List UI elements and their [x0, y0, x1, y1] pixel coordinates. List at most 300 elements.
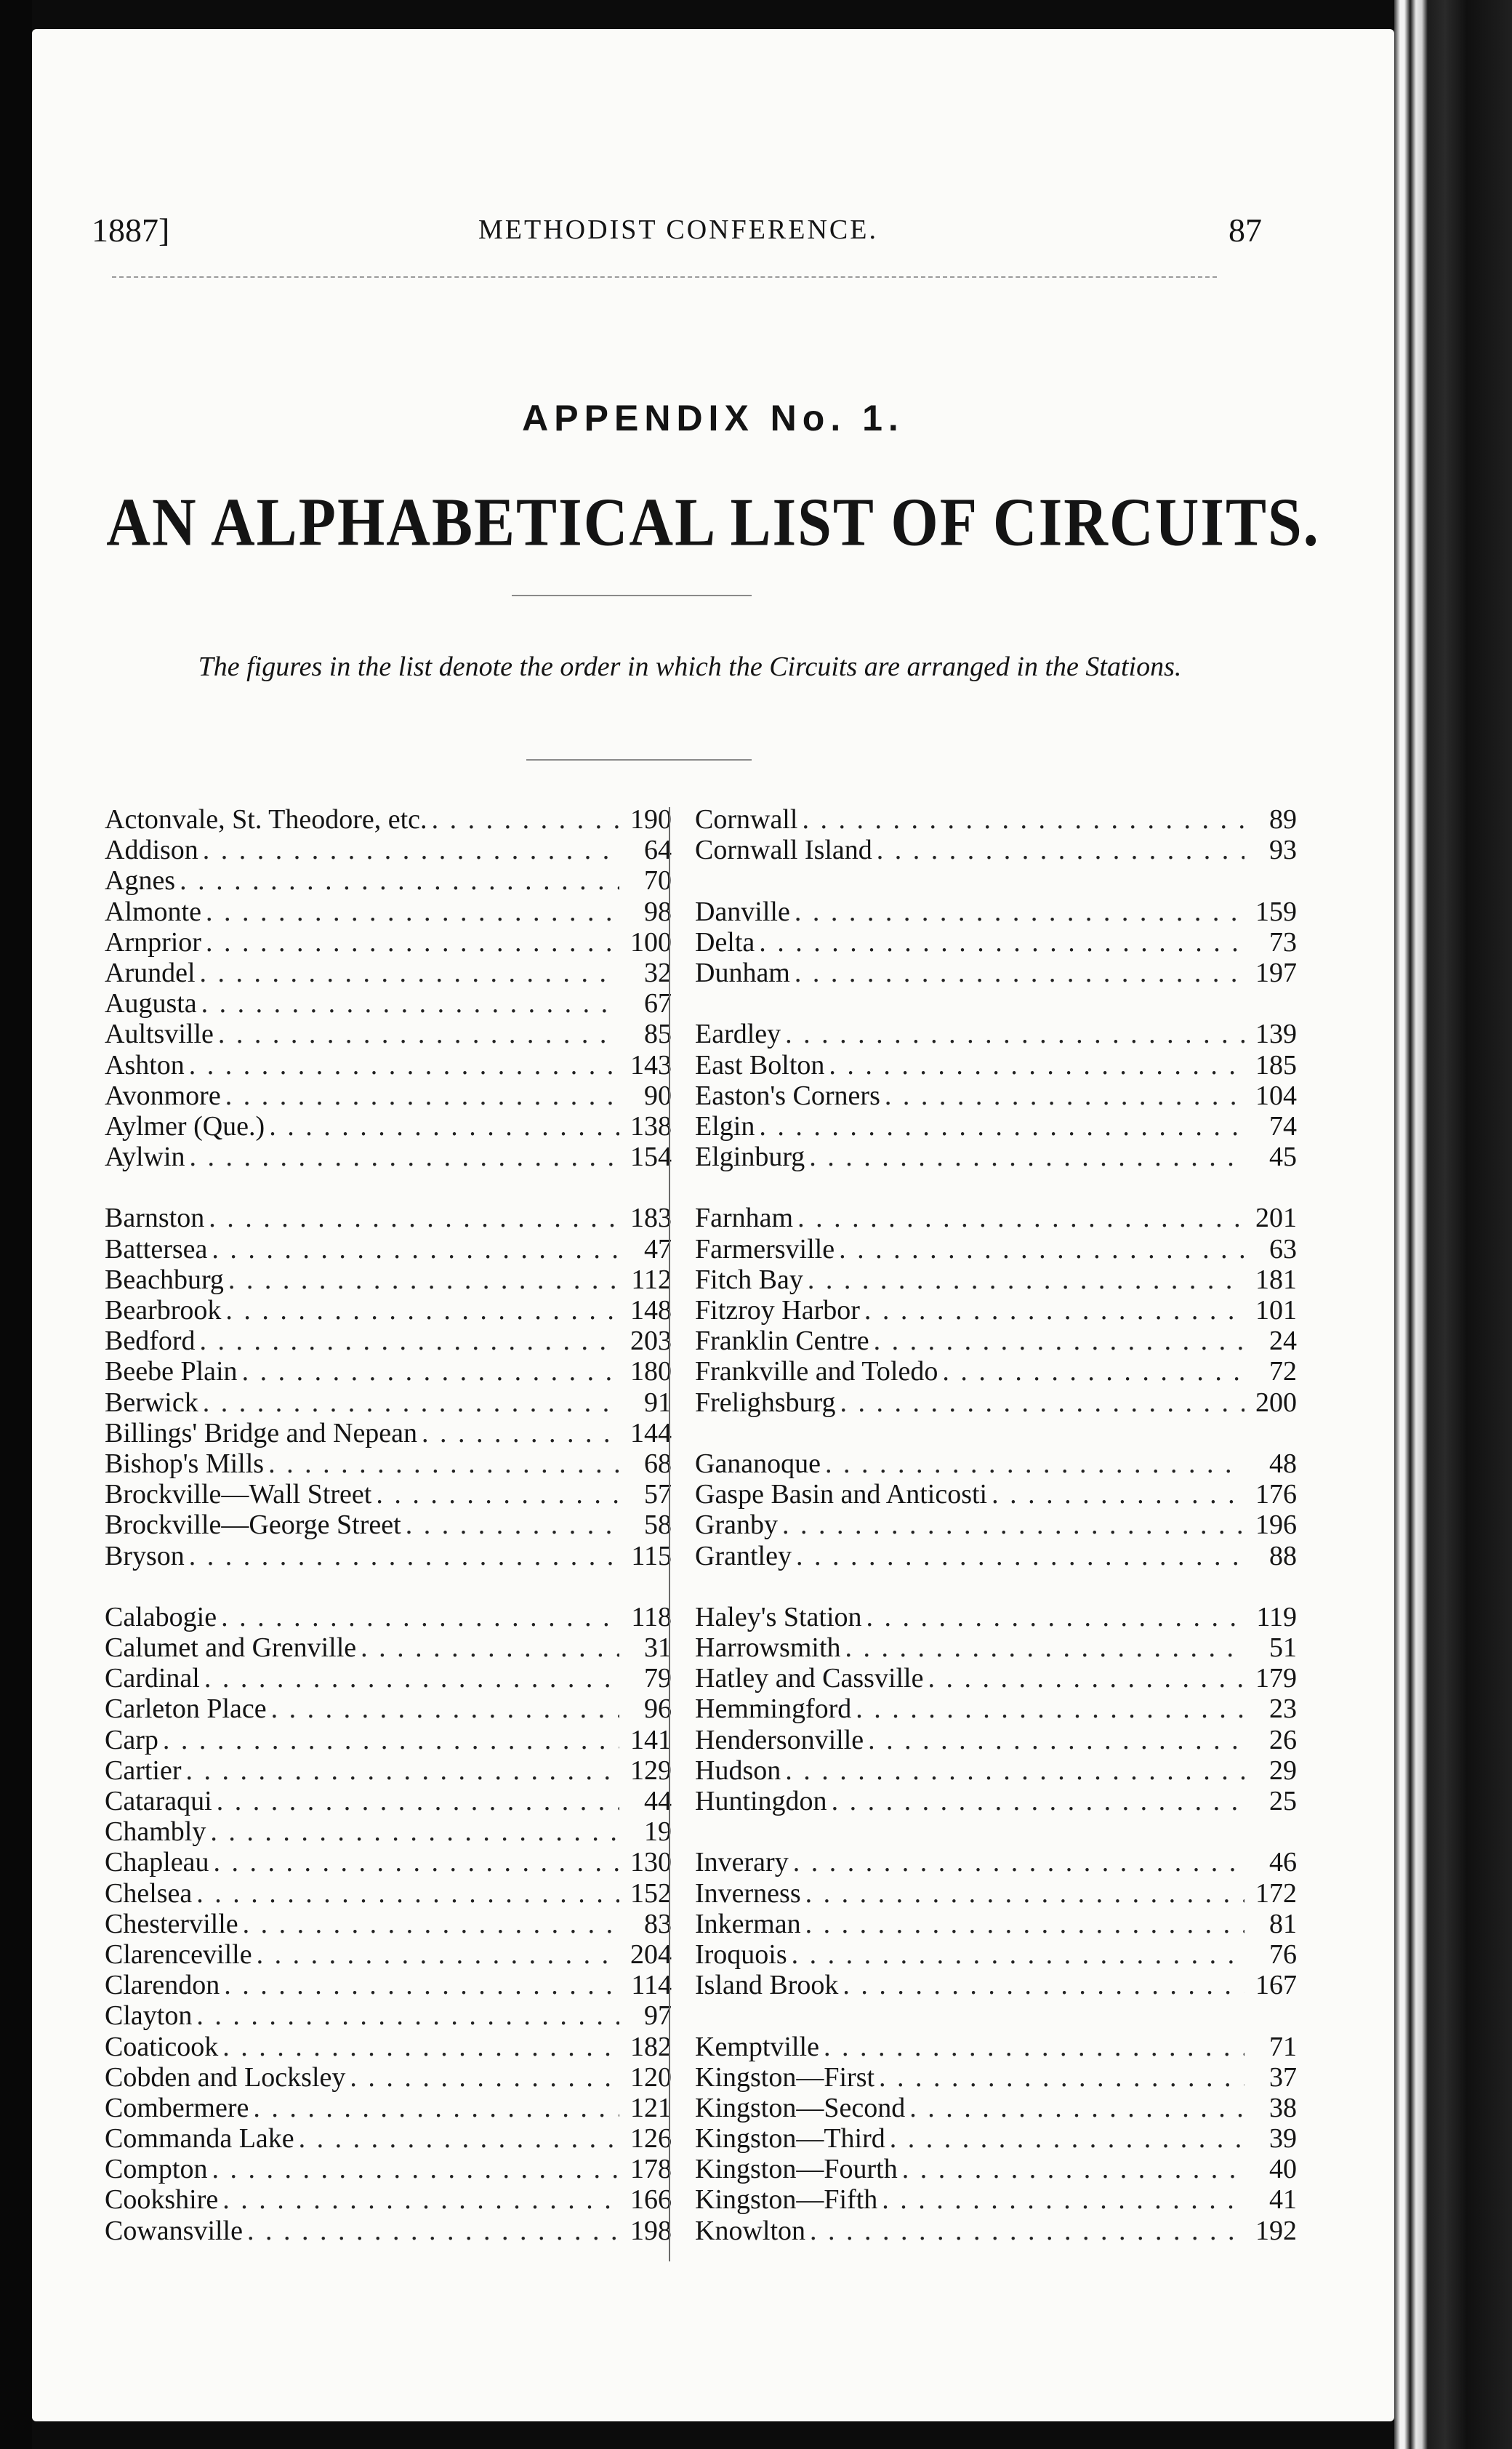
circuit-order-number: 51	[1269, 1632, 1297, 1664]
circuit-order-number: 63	[1269, 1233, 1297, 1264]
circuit-name: Kingston—Fifth	[695, 2184, 878, 2216]
circuit-name: Elgin	[695, 1110, 755, 1142]
circuit-order-number: 197	[1255, 957, 1297, 988]
dot-leader	[299, 2123, 619, 2154]
circuit-name: Barnston	[105, 1203, 205, 1234]
circuit-name: Calabogie	[105, 1601, 217, 1632]
circuit-name: Cornwall Island	[695, 835, 872, 866]
circuit-order-number: 89	[1269, 804, 1297, 835]
circuit-entry	[105, 865, 672, 896]
dot-leader	[247, 2216, 619, 2246]
circuit-list-left	[105, 804, 672, 2246]
circuit-entry	[695, 1234, 1297, 1264]
dot-leader	[217, 1786, 619, 1816]
circuit-name: Berwick	[105, 1387, 198, 1418]
dot-leader	[808, 1264, 1244, 1295]
dot-leader	[422, 1418, 619, 1448]
dot-leader	[879, 2062, 1244, 2093]
circuit-entry	[105, 1418, 672, 1448]
circuit-order-number: 91	[644, 1387, 672, 1418]
circuit-name: Haley's Station	[695, 1601, 862, 1632]
circuit-name: Elginburg	[695, 1142, 805, 1173]
dot-leader	[785, 1019, 1244, 1049]
header-year: 1887]	[92, 212, 170, 249]
circuit-order-number: 37	[1269, 2061, 1297, 2093]
circuit-entry	[105, 1111, 672, 1142]
circuit-order-number: 181	[1255, 1264, 1297, 1295]
circuit-name: Clayton	[105, 2000, 193, 2032]
circuit-name: Bryson	[105, 1540, 185, 1571]
circuit-order-number: 148	[630, 1295, 672, 1326]
section-gap	[695, 1571, 1297, 1602]
circuit-entry	[695, 804, 1297, 835]
circuit-entry	[105, 1142, 672, 1172]
dot-leader	[376, 1479, 619, 1510]
circuit-order-number: 98	[644, 896, 672, 927]
dot-leader	[805, 1878, 1244, 1909]
dot-leader	[201, 988, 619, 1019]
circuit-entry	[695, 2032, 1297, 2062]
circuit-entry	[105, 1448, 672, 1479]
circuit-entry	[105, 958, 672, 988]
dot-leader	[210, 1816, 619, 1847]
dot-leader	[864, 1295, 1244, 1326]
circuit-order-number: 104	[1255, 1080, 1297, 1111]
circuit-order-number: 121	[630, 2092, 672, 2123]
dot-leader	[180, 865, 619, 896]
circuit-entry	[105, 1602, 672, 1632]
dot-leader	[269, 1111, 619, 1142]
circuit-order-number: 38	[1269, 2092, 1297, 2123]
circuit-order-number: 40	[1269, 2154, 1297, 2185]
circuit-entry	[105, 1755, 672, 1786]
circuit-order-number: 204	[630, 1939, 672, 1970]
circuit-entry	[105, 1847, 672, 1877]
circuit-entry	[105, 1479, 672, 1510]
dot-leader	[200, 1326, 619, 1356]
dot-leader	[825, 1448, 1244, 1479]
circuit-order-number: 167	[1255, 1970, 1297, 2001]
circuit-order-number: 48	[1269, 1448, 1297, 1479]
dot-leader	[824, 2032, 1244, 2062]
circuit-name: Grantley	[695, 1540, 792, 1571]
dot-leader	[196, 1878, 619, 1909]
dot-leader	[928, 1663, 1244, 1694]
dot-leader	[759, 927, 1244, 958]
circuit-name: Coaticook	[105, 2031, 219, 2062]
dot-leader	[792, 1939, 1244, 1970]
circuit-entry	[105, 1326, 672, 1356]
circuit-entry	[105, 988, 672, 1019]
circuit-name: Cardinal	[105, 1663, 200, 1694]
section-gap	[695, 988, 1297, 1019]
circuit-name: Hendersonville	[695, 1724, 864, 1755]
circuit-name: Bearbrook	[105, 1295, 222, 1326]
circuit-name: Cornwall	[695, 804, 798, 835]
dot-leader	[222, 2032, 619, 2062]
circuit-order-number: 41	[1269, 2184, 1297, 2216]
circuit-entry	[695, 2123, 1297, 2154]
circuit-entry	[695, 1786, 1297, 1816]
circuit-order-number: 190	[630, 804, 672, 835]
circuit-list-right	[695, 804, 1297, 2246]
circuit-name: Hemmingford	[695, 1694, 852, 1725]
circuit-entry	[105, 1387, 672, 1418]
circuit-name: Carp	[105, 1724, 158, 1755]
running-head	[92, 180, 1262, 249]
circuit-order-number: 83	[644, 1908, 672, 1939]
circuit-order-number: 101	[1255, 1295, 1297, 1326]
circuit-order-number: 198	[630, 2215, 672, 2246]
circuit-entry	[695, 1264, 1297, 1295]
circuit-entry	[695, 1479, 1297, 1510]
circuit-name: Kingston—Fourth	[695, 2154, 898, 2185]
dot-leader	[839, 1234, 1244, 1264]
circuit-order-number: 139	[1255, 1019, 1297, 1050]
circuit-entry	[695, 1142, 1297, 1172]
circuit-order-number: 31	[644, 1632, 672, 1664]
header-rule	[112, 276, 1217, 278]
circuit-entry	[695, 2154, 1297, 2184]
dot-leader	[204, 1663, 619, 1694]
dot-leader	[802, 804, 1244, 835]
circuit-name: Cataraqui	[105, 1786, 212, 1816]
circuit-entry	[695, 1019, 1297, 1049]
circuit-name: Kingston—Third	[695, 2123, 885, 2155]
dot-leader	[361, 1632, 619, 1663]
circuit-entry	[695, 1387, 1297, 1418]
circuit-order-number: 93	[1269, 835, 1297, 866]
circuit-entry	[695, 1939, 1297, 1970]
circuit-entry	[105, 1510, 672, 1540]
circuit-entry	[695, 1847, 1297, 1877]
circuit-entry	[695, 927, 1297, 958]
circuit-entry	[695, 1510, 1297, 1540]
circuit-order-number: 72	[1269, 1356, 1297, 1387]
circuit-entry	[105, 1295, 672, 1326]
dot-leader	[885, 1081, 1244, 1111]
dot-leader	[874, 1326, 1244, 1356]
circuit-name: East Bolton	[695, 1049, 825, 1081]
circuit-order-number: 201	[1255, 1203, 1297, 1234]
circuit-entry	[105, 1050, 672, 1081]
circuit-order-number: 47	[644, 1233, 672, 1264]
circuit-entry	[105, 2123, 672, 2154]
circuit-entry	[105, 1816, 672, 1847]
circuit-name: Clarendon	[105, 1970, 220, 2001]
dot-leader	[793, 1847, 1244, 1877]
circuit-name: Inkerman	[695, 1908, 801, 1939]
circuit-order-number: 44	[644, 1786, 672, 1816]
circuit-order-number: 74	[1269, 1110, 1297, 1142]
circuit-name: Harrowsmith	[695, 1632, 841, 1664]
dot-leader	[877, 835, 1244, 865]
circuit-order-number: 143	[630, 1049, 672, 1081]
circuit-order-number: 138	[630, 1110, 672, 1142]
dot-leader	[268, 1448, 619, 1479]
dot-leader	[406, 1510, 619, 1540]
circuit-order-number: 96	[644, 1694, 672, 1725]
page-number: 87	[1228, 212, 1262, 249]
circuit-entry	[695, 2062, 1297, 2093]
circuit-name: Cobden and Locksley	[105, 2061, 346, 2093]
circuit-entry	[105, 2062, 672, 2093]
circuit-order-number: 196	[1255, 1510, 1297, 1541]
dot-leader	[228, 1264, 619, 1295]
circuit-order-number: 115	[631, 1540, 672, 1571]
dot-leader	[350, 2062, 619, 2093]
dot-leader	[225, 1081, 619, 1111]
circuit-entry	[695, 1081, 1297, 1111]
circuit-order-number: 71	[1269, 2031, 1297, 2062]
circuit-order-number: 178	[630, 2154, 672, 2185]
circuit-order-number: 180	[630, 1356, 672, 1387]
circuit-entry	[695, 1203, 1297, 1233]
circuit-entry	[105, 835, 672, 865]
scan-right-edge	[1394, 0, 1512, 2449]
circuit-name: Carleton Place	[105, 1694, 267, 1725]
circuit-order-number: 23	[1269, 1694, 1297, 1725]
circuit-order-number: 45	[1269, 1142, 1297, 1173]
dot-leader	[218, 1019, 619, 1049]
circuit-order-number: 159	[1255, 896, 1297, 927]
dot-leader	[785, 1755, 1244, 1786]
circuit-order-number: 76	[1269, 1939, 1297, 1970]
dot-leader	[829, 1050, 1244, 1081]
dot-leader	[221, 1602, 619, 1632]
dot-leader	[224, 1970, 619, 2000]
circuit-name: Kemptville	[695, 2031, 819, 2062]
circuit-order-number: 73	[1269, 926, 1297, 958]
circuit-name: Compton	[105, 2154, 208, 2185]
dot-leader	[212, 1234, 619, 1264]
circuit-order-number: 192	[1255, 2215, 1297, 2246]
appendix-label: APPENDIX No. 1.	[522, 398, 904, 438]
dot-leader	[186, 1755, 619, 1786]
circuit-order-number: 130	[630, 1847, 672, 1878]
circuit-name: Iroquois	[695, 1939, 787, 1970]
circuit-order-number: 141	[630, 1724, 672, 1755]
dot-leader	[840, 1387, 1244, 1418]
circuit-entry	[695, 1694, 1297, 1724]
dot-leader	[866, 1602, 1244, 1632]
section-gap	[695, 865, 1297, 896]
circuit-order-number: 114	[631, 1970, 672, 2001]
circuit-order-number: 85	[644, 1019, 672, 1050]
circuit-order-number: 90	[644, 1080, 672, 1111]
dot-leader	[225, 1295, 619, 1326]
section-gap	[695, 1172, 1297, 1203]
circuit-order-number: 179	[1255, 1663, 1297, 1694]
dot-leader	[214, 1847, 619, 1877]
circuit-entry	[105, 1234, 672, 1264]
dot-leader	[203, 835, 619, 865]
circuit-order-number: 200	[1255, 1387, 1297, 1418]
circuit-entry	[695, 1663, 1297, 1694]
circuit-entry	[105, 1203, 672, 1233]
circuit-name: Brockville—George Street	[105, 1510, 401, 1541]
circuit-order-number: 58	[644, 1510, 672, 1541]
dot-leader	[942, 1356, 1244, 1387]
circuit-name: Chambly	[105, 1816, 206, 1848]
circuit-name: Bedford	[105, 1326, 196, 1357]
circuit-name: Aylwin	[105, 1142, 185, 1173]
circuit-name: Dunham	[695, 957, 790, 988]
circuit-order-number: 119	[1256, 1601, 1297, 1632]
dot-leader	[200, 958, 619, 988]
dot-leader	[845, 1632, 1244, 1663]
circuit-order-number: 144	[630, 1417, 672, 1448]
circuit-entry	[695, 1878, 1297, 1909]
circuit-name: Granby	[695, 1510, 778, 1541]
dot-leader	[206, 897, 619, 927]
circuit-entry	[695, 1725, 1297, 1755]
circuit-entry	[105, 1725, 672, 1755]
circuit-entry	[695, 958, 1297, 988]
column-divider	[669, 807, 670, 2261]
circuit-name: Danville	[695, 896, 790, 927]
dot-leader	[196, 2000, 619, 2031]
dot-leader	[209, 1203, 619, 1233]
dot-leader	[797, 1203, 1244, 1233]
circuit-order-number: 32	[644, 957, 672, 988]
circuit-order-number: 129	[630, 1755, 672, 1786]
circuit-entry	[105, 2154, 672, 2184]
circuit-order-number: 68	[644, 1448, 672, 1479]
circuit-entry	[695, 2184, 1297, 2215]
circuit-name: Ashton	[105, 1049, 185, 1081]
dot-leader	[203, 1387, 619, 1418]
circuit-entry	[105, 2000, 672, 2031]
circuit-name: Calumet and Grenville	[105, 1632, 357, 1664]
circuit-name: Augusta	[105, 988, 197, 1019]
circuit-order-number: 26	[1269, 1724, 1297, 1755]
circuit-name: Hatley and Cassville	[695, 1663, 924, 1694]
dot-leader	[796, 1541, 1244, 1571]
circuit-entry	[105, 1663, 672, 1694]
circuit-entry	[105, 1786, 672, 1816]
circuit-order-number: 79	[644, 1663, 672, 1694]
circuit-order-number: 39	[1269, 2123, 1297, 2155]
circuit-entry	[695, 2093, 1297, 2123]
circuit-name: Huntingdon	[695, 1786, 827, 1816]
circuit-order-number: 88	[1269, 1540, 1297, 1571]
circuit-entry	[695, 1295, 1297, 1326]
circuit-name: Chelsea	[105, 1877, 193, 1909]
circuit-name: Inverary	[695, 1847, 789, 1878]
dot-leader	[992, 1479, 1244, 1510]
circuit-name: Agnes	[105, 865, 176, 897]
circuit-order-number: 100	[630, 926, 672, 958]
section-gap	[105, 1172, 672, 1203]
dot-leader	[432, 804, 619, 835]
title-rule	[512, 595, 752, 596]
circuit-name: Beachburg	[105, 1264, 224, 1295]
circuit-entry	[695, 1632, 1297, 1663]
circuit-name: Chapleau	[105, 1847, 209, 1878]
circuit-name: Farnham	[695, 1203, 794, 1234]
circuit-name: Clarenceville	[105, 1939, 252, 1970]
circuit-entry	[695, 1356, 1297, 1387]
circuit-name: Eardley	[695, 1019, 781, 1050]
circuit-name: Kingston—First	[695, 2061, 875, 2093]
circuit-name: Frelighsburg	[695, 1387, 836, 1418]
section-gap	[695, 2000, 1297, 2031]
circuit-order-number: 172	[1255, 1877, 1297, 1909]
circuit-order-number: 126	[630, 2123, 672, 2155]
circuit-name: Aylmer (Que.)	[105, 1110, 265, 1142]
dot-leader	[189, 1050, 619, 1081]
circuit-entry	[105, 897, 672, 927]
circuit-name: Billings' Bridge and Nepean	[105, 1417, 418, 1448]
circuit-order-number: 46	[1269, 1847, 1297, 1878]
circuit-entry	[105, 1939, 672, 1970]
circuit-entry	[695, 1326, 1297, 1356]
circuit-name: Avonmore	[105, 1080, 221, 1111]
circuit-name: Beebe Plain	[105, 1356, 238, 1387]
circuit-order-number: 120	[630, 2061, 672, 2093]
circuit-entry	[105, 2032, 672, 2062]
circuit-name: Addison	[105, 835, 198, 866]
circuit-order-number: 154	[630, 1142, 672, 1173]
circuit-entry	[695, 1755, 1297, 1786]
circuit-entry	[105, 1541, 672, 1571]
dot-leader	[212, 2154, 619, 2184]
dot-leader	[271, 1694, 619, 1724]
circuit-entry	[105, 1694, 672, 1724]
dot-leader	[909, 2093, 1244, 2123]
circuit-name: Fitzroy Harbor	[695, 1295, 860, 1326]
circuit-name: Commanda Lake	[105, 2123, 294, 2155]
dot-leader	[206, 927, 619, 958]
dot-leader	[832, 1786, 1244, 1816]
section-gap	[105, 1571, 672, 1602]
circuit-name: Cookshire	[105, 2184, 219, 2216]
circuit-name: Frankville and Toledo	[695, 1356, 938, 1387]
circuit-entry	[105, 927, 672, 958]
circuit-order-number: 64	[644, 835, 672, 866]
circuit-entry	[695, 2216, 1297, 2246]
circuit-entry	[105, 1878, 672, 1909]
circuit-order-number: 57	[644, 1479, 672, 1510]
circuit-order-number: 176	[1255, 1479, 1297, 1510]
circuit-entry	[695, 897, 1297, 927]
dot-leader	[257, 1939, 619, 1970]
section-gap	[695, 1418, 1297, 1448]
circuit-entry	[695, 1602, 1297, 1632]
circuit-order-number: 152	[630, 1877, 672, 1909]
dot-leader	[890, 2123, 1244, 2154]
circuit-entry	[105, 1909, 672, 1939]
circuit-name: Arnprior	[105, 926, 201, 958]
circuit-entry	[105, 1019, 672, 1049]
dot-leader	[882, 2184, 1244, 2215]
circuit-entry	[105, 2093, 672, 2123]
circuit-entry	[695, 1448, 1297, 1479]
circuit-order-number: 67	[644, 988, 672, 1019]
circuit-name: Island Brook	[695, 1970, 839, 2001]
circuit-entry	[105, 1081, 672, 1111]
dot-leader	[163, 1725, 619, 1755]
circuit-entry	[105, 1356, 672, 1387]
dot-leader	[782, 1510, 1244, 1540]
page-title: AN ALPHABETICAL LIST OF CIRCUITS.	[106, 484, 1320, 561]
section-gap	[695, 1816, 1297, 1847]
circuit-name: Gaspe Basin and Anticosti	[695, 1479, 988, 1510]
dot-leader	[809, 1142, 1244, 1172]
circuit-order-number: 185	[1255, 1049, 1297, 1081]
circuit-name: Farmersville	[695, 1233, 835, 1264]
